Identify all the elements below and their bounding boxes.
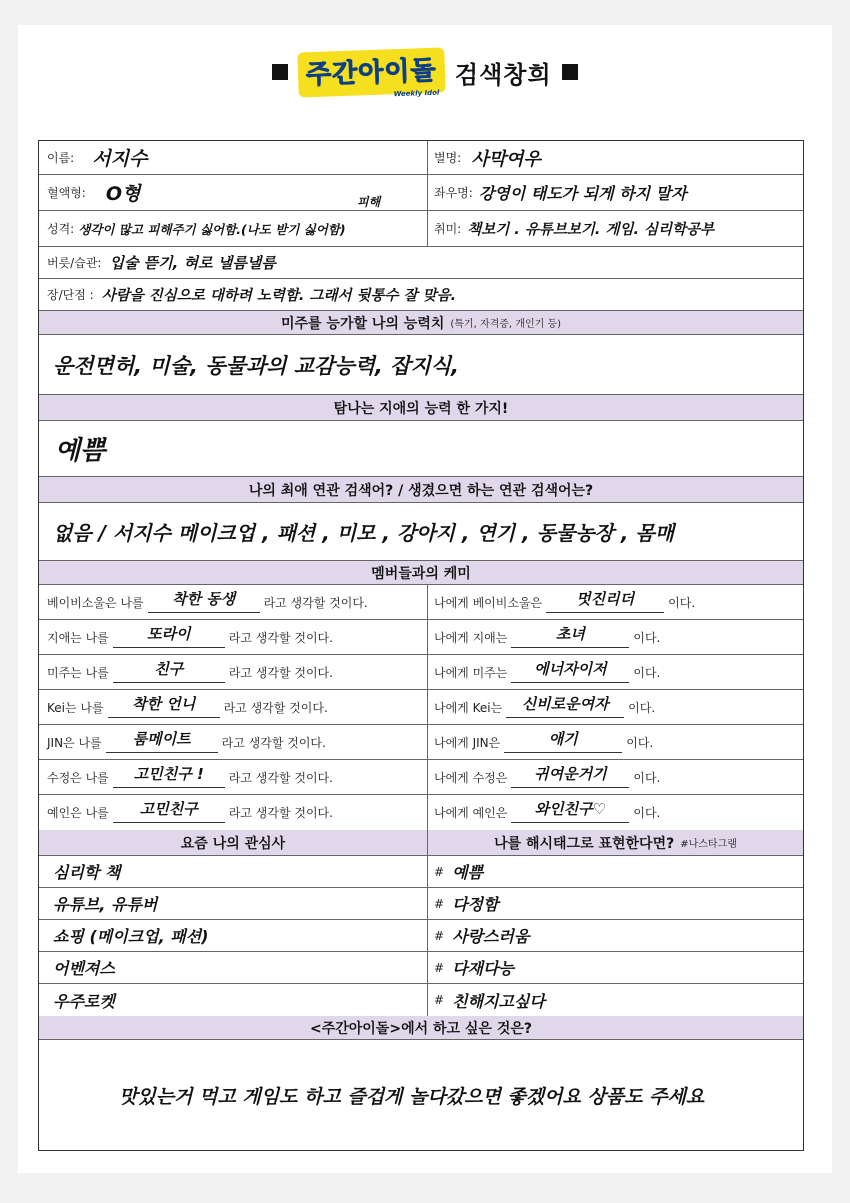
interest-value: 우주로켓	[53, 991, 115, 1011]
chem-right-prefix: 나에게 수정은	[434, 770, 508, 785]
chemistry-row	[39, 795, 803, 830]
chem-left-prefix: 예인은 나를	[47, 806, 109, 820]
hash-symbol: #	[434, 993, 445, 1007]
chem-right-prefix: 나에게 지애는	[434, 630, 508, 645]
hash-symbol: #	[434, 928, 445, 943]
chem-right-suffix: 이다.	[633, 630, 661, 645]
personality-note: 피해	[357, 195, 381, 209]
interest-value: 쇼핑 (메이크업, 패션)	[53, 927, 209, 946]
chem-left-suffix: 라고 생각할 것이다.	[228, 665, 333, 680]
personality-value: 생각이 많고 피해주기 싫어함.(나도 받기 싫어함)	[78, 221, 346, 237]
chem-left-prefix: 베이비소울은 나를	[47, 595, 144, 610]
section-ability-note: (특기, 자격증, 개인기 등)	[450, 319, 562, 330]
chem-right-suffix: 이다.	[633, 806, 661, 820]
search-answer: 없음 / 서지수 메이크업 , 패션 , 미모 , 강아지 , 연기 , 동물농장 , 몸매	[53, 521, 675, 545]
interest-row	[39, 888, 803, 920]
chem-left-prefix: 지애는 나를	[47, 630, 109, 645]
section-ability-title: 미주를 능가할 나의 능력치	[280, 315, 445, 332]
chemistry-row	[39, 585, 803, 620]
chem-left-answer: 착한 언니	[132, 694, 196, 713]
chem-left-answer: 친구	[154, 659, 184, 678]
section-envy-answer	[39, 421, 803, 477]
interest-row	[39, 920, 803, 952]
hash-symbol: #	[434, 960, 445, 975]
name-value: 서지수	[92, 148, 148, 170]
chemistry-rows	[39, 585, 803, 830]
personality-label: 성격:	[47, 222, 75, 236]
blood-type-value: O형	[105, 183, 141, 205]
interest-row	[39, 952, 803, 984]
section-search-title: 나의 최애 연관 검색어? / 생겼으면 하는 연관 검색어는?	[248, 482, 594, 499]
motto-value: 강영이 태도가 되게 하지 말자	[478, 184, 687, 203]
square-bullet-left	[272, 64, 288, 80]
hashtag-note: #나스타그램	[680, 839, 737, 850]
row-habit	[39, 247, 803, 279]
chem-left-answer: 룸메이트	[132, 729, 191, 748]
hashtag-title: 나를 해시태그로 표현한다면?	[494, 835, 675, 852]
hobby-label: 취미:	[434, 222, 462, 236]
section-wish-title: <주간아이돌>에서 하고 싶은 것은?	[309, 1020, 532, 1037]
interest-value: 유튜브, 유튜버	[53, 895, 158, 914]
logo-text: 주간아이돌	[305, 55, 438, 90]
chem-right-answer: 멋진리더	[576, 589, 635, 608]
chem-right-answer: 와인친구♡	[534, 800, 607, 818]
section-interests-header	[39, 830, 803, 856]
weekly-idol-logo	[298, 47, 446, 97]
chem-left-prefix: 미주는 나를	[47, 665, 109, 680]
chem-left-suffix: 라고 생각할 것이다.	[228, 806, 333, 820]
pros-cons-label: 장/단점 :	[47, 288, 94, 302]
blood-type-label: 혈액형:	[47, 186, 86, 200]
hobby-value: 책보기 . 유튜브보기. 게임. 심리학공부	[467, 222, 715, 238]
envy-answer: 예쁨	[55, 436, 106, 466]
row-name	[39, 141, 803, 175]
habit-label: 버릇/습관:	[47, 256, 102, 270]
section-ability-answer	[39, 335, 803, 395]
chem-right-suffix: 이다.	[668, 595, 696, 610]
chem-right-answer: 에너자이저	[534, 659, 607, 678]
chem-left-suffix: 라고 생각할 것이다.	[263, 595, 368, 610]
chem-right-suffix: 이다.	[633, 770, 661, 785]
chem-right-prefix: 나에게 Kei는	[434, 700, 503, 715]
chem-left-suffix: 라고 생각할 것이다.	[228, 630, 333, 645]
section-chemistry-header	[39, 561, 803, 585]
row-pros-cons	[39, 279, 803, 311]
chem-right-answer: 귀여운거기	[534, 764, 607, 783]
ability-answer: 운전면허, 미술, 동물과의 교감능력, 잡지식,	[53, 353, 460, 378]
square-bullet-right	[562, 64, 578, 80]
section-wish-answer	[39, 1040, 803, 1150]
motto-label: 좌우명:	[434, 186, 473, 200]
hash-symbol: #	[434, 864, 445, 879]
chem-left-answer: 또라이	[147, 624, 191, 643]
chem-right-answer: 애기	[548, 729, 578, 748]
chemistry-row	[39, 620, 803, 655]
chemistry-row	[39, 655, 803, 690]
hashtag-value: 예쁨	[452, 863, 483, 882]
chem-right-prefix: 나에게 베이비소울은	[434, 595, 543, 610]
section-ability-header	[39, 311, 803, 335]
chem-right-answer: 초녀	[555, 624, 585, 643]
chem-right-prefix: 나에게 예인은	[434, 806, 508, 820]
logo-subtitle: Weekly Idol	[393, 88, 440, 98]
section-wish-header	[39, 1016, 803, 1040]
chem-left-answer: 고민친구	[139, 800, 198, 818]
chem-left-prefix: JIN은 나를	[47, 735, 102, 750]
section-search-header	[39, 477, 803, 503]
header	[0, 52, 850, 98]
row-personality	[39, 195, 803, 247]
chem-right-answer: 신비로운여자	[521, 694, 609, 713]
chem-left-suffix: 라고 생각할 것이다.	[228, 770, 333, 785]
pros-cons-value: 사람을 진심으로 대하려 노력함. 그래서 뒷통수 잘 맞음.	[101, 288, 457, 304]
chem-left-suffix: 라고 생각할 것이다.	[221, 735, 326, 750]
name-label: 이름:	[47, 151, 75, 165]
nickname-value: 사막여우	[471, 148, 541, 170]
hashtag-value: 친해지고싶다	[452, 991, 545, 1011]
hashtag-value: 사랑스러움	[452, 927, 530, 946]
row-blood	[39, 175, 803, 211]
nickname-label: 별명:	[434, 151, 462, 165]
section-chemistry-title: 멤버들과의 케미	[371, 565, 471, 582]
habit-value: 입술 뜯기, 혀로 낼름낼름	[109, 254, 276, 272]
section-envy-title: 탐나는 지애의 능력 한 가지!	[333, 400, 509, 417]
chemistry-row	[39, 690, 803, 725]
chemistry-row	[39, 725, 803, 760]
wish-answer: 맛있는거 먹고 게임도 하고 즐겁게 놀다갔으면 좋겠어요 상품도 주세요	[119, 1085, 705, 1108]
page-title: 검색창희	[454, 60, 552, 89]
questionnaire-table	[38, 140, 804, 1151]
interests-title: 요즘 나의 관심사	[180, 835, 286, 852]
interest-rows	[39, 856, 803, 1016]
interest-value: 심리학 책	[53, 863, 121, 882]
chem-left-answer: 고민친구 !	[133, 764, 204, 783]
interest-value: 어벤져스	[53, 959, 115, 978]
interest-row	[39, 984, 803, 1016]
chem-right-prefix: 나에게 미주는	[434, 665, 508, 680]
hashtag-value: 다재다능	[452, 959, 514, 978]
hashtag-value: 다정함	[452, 895, 499, 914]
interest-row	[39, 856, 803, 888]
section-envy-header	[39, 395, 803, 421]
chem-right-prefix: 나에게 JIN은	[434, 735, 501, 750]
chem-left-prefix: 수정은 나를	[47, 770, 109, 785]
chem-right-suffix: 이다.	[633, 665, 661, 680]
chemistry-row	[39, 760, 803, 795]
chem-left-prefix: Kei는 나를	[47, 700, 104, 715]
hash-symbol: #	[434, 896, 445, 911]
chem-left-answer: 착한 동생	[171, 589, 236, 608]
chem-right-suffix: 이다.	[628, 700, 656, 715]
chem-left-suffix: 라고 생각할 것이다.	[223, 700, 328, 715]
chem-right-suffix: 이다.	[626, 735, 654, 750]
section-search-answer	[39, 503, 803, 561]
